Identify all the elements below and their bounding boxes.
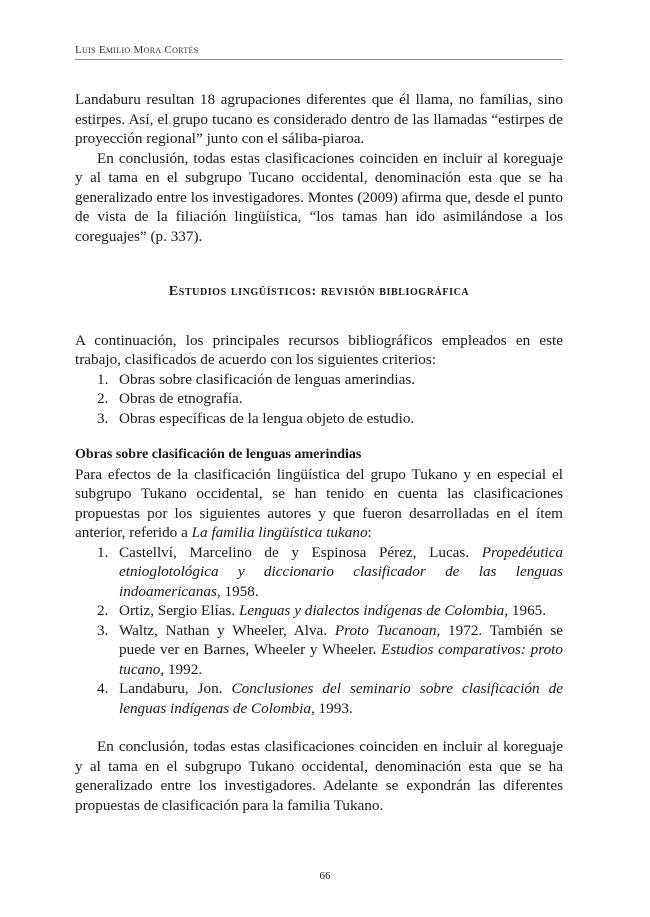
work-title: Estudios comparativos: proto tucano xyxy=(119,641,563,678)
paragraph-conclusion-classifications: En conclusión, todas estas clasificaciones coinciden en incluir al koreguaje y al tama en el subgrupo Tucano occidental, denominación esta que se ha generalizado entre los investigadores. Montes (2009) afirma que, desde el punto de vista de la filiación lingüística, “los tamas han ido asimilándose a los coreguajes” (p. 337). xyxy=(75,149,563,245)
list-item-text: Obras sobre clasificación de lenguas amerindias. xyxy=(119,370,416,388)
subsection-heading: Obras sobre clasificación de lenguas amerindias xyxy=(75,447,362,462)
work-title: Conclusiones del seminario sobre clasificación de lenguas indígenas de Colombia xyxy=(119,680,563,717)
paragraph-final-conclusion: En conclusión, todas estas clasificaciones coinciden en incluir al koreguaje y al tama en el subgrupo Tukano occidental, denominación esta que se ha generalizado entre los investigadores. Adelante se expondrán las diferentes propuestas de clasificación para la familia Tukano. xyxy=(75,738,563,814)
work-year: , 1993. xyxy=(310,699,353,717)
list-number: 1. xyxy=(97,370,109,388)
list-item xyxy=(75,543,563,602)
list-number: 1. xyxy=(97,543,109,561)
work-author: Castellví, Marcelino de y Espinosa Pérez, Lucas. xyxy=(119,543,482,561)
body-text xyxy=(75,90,563,815)
paragraph-tail: : xyxy=(367,524,372,541)
list-item xyxy=(75,409,563,429)
page-number: 66 xyxy=(319,870,331,882)
work-year: , 1972. También se puede ver en Barnes, Wheeler y Wheeler. xyxy=(119,621,564,658)
list-item xyxy=(75,679,563,718)
list-item-text: Obras de etnografía. xyxy=(119,390,243,407)
list-item xyxy=(75,370,563,390)
work-title: Lenguas y dialectos indígenas de Colombia xyxy=(238,602,505,619)
list-item-text: Obras específicas de la lengua objeto de estudio. xyxy=(119,409,415,427)
list-number: 4. xyxy=(97,680,109,697)
work-year: , 1965. xyxy=(504,602,547,619)
list-number: 3. xyxy=(97,409,109,427)
work-year: , 1958. xyxy=(216,582,259,600)
work-year: , 1992. xyxy=(160,660,203,678)
work-author: Landaburu, Jon. xyxy=(119,680,232,697)
running-head: Luis Emilio Mora Cortés xyxy=(75,44,563,60)
paragraph-subsection xyxy=(75,465,563,543)
paragraph-lead: Para efectos de la clasificación lingüística del grupo Tukano y en especial el subgrupo Tukano occidental, se han tenido en cuenta las clasificaciones propuestas por los siguientes autores y que fueron desarrolladas en el ítem anterior, referido a xyxy=(75,465,563,541)
paragraph-continuation: Landaburu resultan 18 agrupaciones diferentes que él llama, no familias, sino estirpes. Así, el grupo tucano es considerado dentro de las llamadas “estirpes de proyección regional” junto con el sáliba-piaroa. xyxy=(75,91,563,147)
work-title: Proto Tucanoan xyxy=(334,621,437,639)
list-number: 3. xyxy=(97,621,109,639)
works-list xyxy=(75,543,563,719)
criteria-list xyxy=(75,370,563,429)
book-title: La familia lingüística tukano xyxy=(191,524,368,541)
list-number: 2. xyxy=(97,390,109,407)
paragraph-intro: A continuación, los principales recursos bibliográficos empleados en este trabajo, clasificados de acuerdo con los siguientes criterios: xyxy=(75,331,563,368)
work-title: Propedéutica etnioglotológica y diccionario clasificador de las lenguas indoamericanas xyxy=(119,543,563,600)
work-author: Ortiz, Sergio Elías. xyxy=(119,602,239,619)
list-number: 2. xyxy=(97,602,109,619)
work-author: Waltz, Nathan y Wheeler, Alva. xyxy=(119,621,335,639)
list-item xyxy=(75,389,563,409)
section-heading: Estudios lingüísticos: revisión bibliográfica xyxy=(168,284,470,299)
list-item xyxy=(75,601,563,621)
list-item xyxy=(75,621,563,680)
